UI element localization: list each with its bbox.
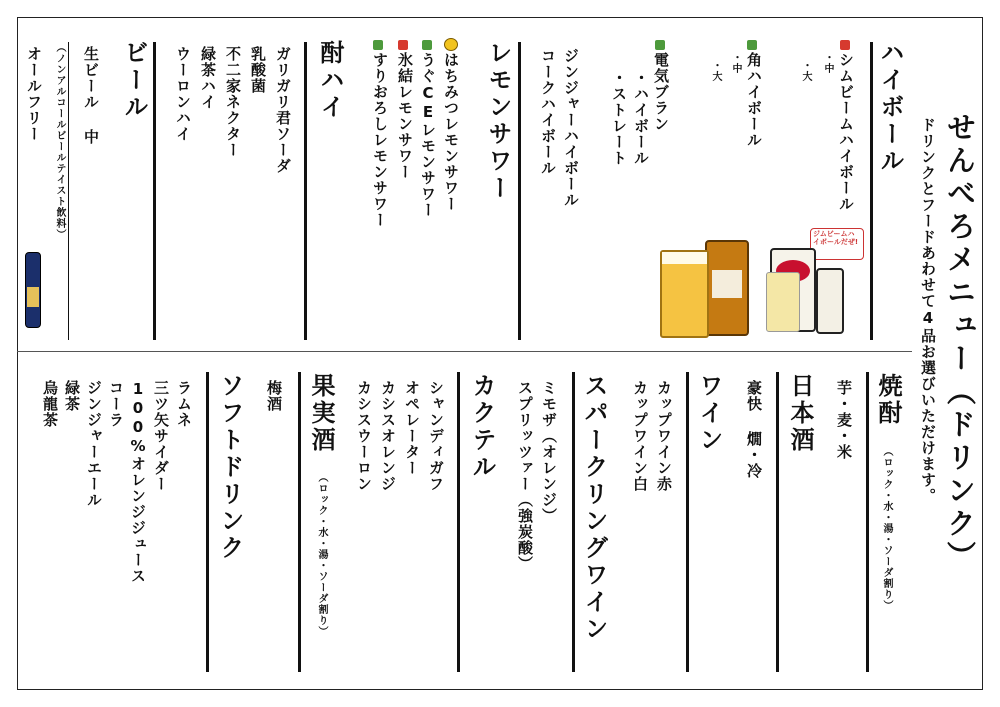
rule-fruit [298,372,301,672]
jimbeam-small-bottle-icon [816,268,844,334]
heading-sparkling: スパークリングワイン [580,373,608,643]
heading-wine: ワイン [695,373,723,454]
item-cola: コーラ [107,380,125,428]
rule-highball [870,42,873,340]
heading-beer: ビール [120,40,148,121]
item-operator: オペレーター [403,380,421,476]
size-large: ・大 [710,60,721,82]
item-cup-wine-white: カップワイン白 [631,380,649,492]
rule-cocktail [457,372,460,672]
item-cassis-orange: カシスオレンジ [379,380,397,492]
shochu-note: （ロック・水・湯・ソーダ割り） [881,446,892,611]
rule-sake [776,372,779,672]
item-orange-juice: 100%オレンジジュース [129,380,147,584]
item-coke-highball: コークハイボール [539,48,557,176]
item-garigari: ガリガリ君ソーダ [274,46,292,174]
page-subtitle: ドリンクとフードあわせて4品お選びいただけます。 [919,117,937,504]
fruit-note: （ロック・水・湯・ソーダ割り） [316,472,327,637]
heading-soft-drink: ソフトドリンク [216,373,244,562]
item-oolong-tea: 烏龍茶 [41,380,59,428]
heading-cocktail: カクテル [468,373,496,481]
item-mitsuya-cider: 三ツ矢サイダー [152,380,170,492]
heading-lemon-sour: レモンサワー [484,40,512,202]
green-diamond-icon [373,40,383,50]
rule-lemon-sour [518,42,521,340]
page-title: せんべろメニュー（ドリンク） [943,112,977,574]
all-free-bottle-icon [25,252,41,328]
item-hyoketsu-lemon-sour: 氷結レモンサワー [396,52,414,180]
item-shandygaff: シャンディガフ [427,380,445,492]
red-diamond-icon [840,40,850,50]
item-draft-beer: 生ビール 中 [82,46,100,145]
item-kaku-highball: 角ハイボール [745,52,763,148]
kakubin-bottle-icon [705,240,749,336]
item-ramune: ラムネ [175,380,193,428]
bee-icon [444,38,458,51]
highball-glass-icon [766,272,800,332]
item-spritzer: スプリッツァー（強炭酸） [516,380,534,572]
item-lactic: 乳酸菌 [249,46,267,94]
item-ginger-ale: ジンジャーエール [85,380,103,508]
rule-soft [206,372,209,672]
heading-highball: ハイボール [876,40,904,175]
rule-shochu [866,372,869,672]
item-imo-mugi-kome: 芋・麦・米 [835,380,853,460]
item-cassis-oolong: カシスウーロン [355,380,373,492]
item-oolong-hi: ウーロンハイ [174,46,192,142]
rule-beer [153,42,156,340]
rule-chuhai [304,42,307,340]
item-honey-lemon-sour: はちみつレモンサワー [442,52,460,212]
item-cup-wine-red: カップワイン赤 [655,380,673,492]
non-alcohol-note: （ノンアルコールビールテイスト飲料） [54,42,65,240]
item-umeshu: 梅酒 [265,380,283,412]
item-jimbeam-highball: シムビームハイボール [837,52,855,212]
item-goukai: 豪快 燗・冷 [745,380,763,479]
green-diamond-icon [655,40,665,50]
size-medium: ・中 [730,52,741,74]
badge-sticker: ジムビームハイボールだぜ! [810,228,864,260]
item-denki-bran-highball: ・ハイボール [632,70,650,166]
red-diamond-icon [398,40,408,50]
size-large: ・大 [800,60,811,82]
green-diamond-icon [422,40,432,50]
item-nectar: 不二家ネクター [224,46,242,158]
heading-shochu: 焼酎 [874,373,902,427]
item-green-tea: 緑茶 [63,380,81,412]
rule-wine [686,372,689,672]
item-green-tea-hi: 緑茶ハイ [199,46,217,110]
horizontal-divider [17,351,912,352]
item-denki-bran: 電気ブラン [652,52,670,132]
heading-chuhai: 酎ハイ [316,40,344,121]
item-grated-lemon-sour: すりおろしレモンサワー [371,52,389,228]
item-all-free: オールフリー [25,46,43,142]
rule-beer-inner [68,42,69,340]
heading-sake: 日本酒 [786,373,814,454]
rule-sparkling [572,372,575,672]
heading-fruit-liquor: 果実酒 [307,373,335,454]
item-ugu-ice-lemon-sour: うぐCEレモンサワー [419,52,437,218]
green-diamond-icon [747,40,757,50]
beer-mug-icon [660,250,709,338]
size-medium: ・中 [822,52,833,74]
item-denki-bran-straight: ・ストレート [610,70,628,166]
item-mimosa: ミモザ（オレンジ） [540,380,558,524]
item-ginger-highball: ジンジャーハイボール [562,48,580,208]
